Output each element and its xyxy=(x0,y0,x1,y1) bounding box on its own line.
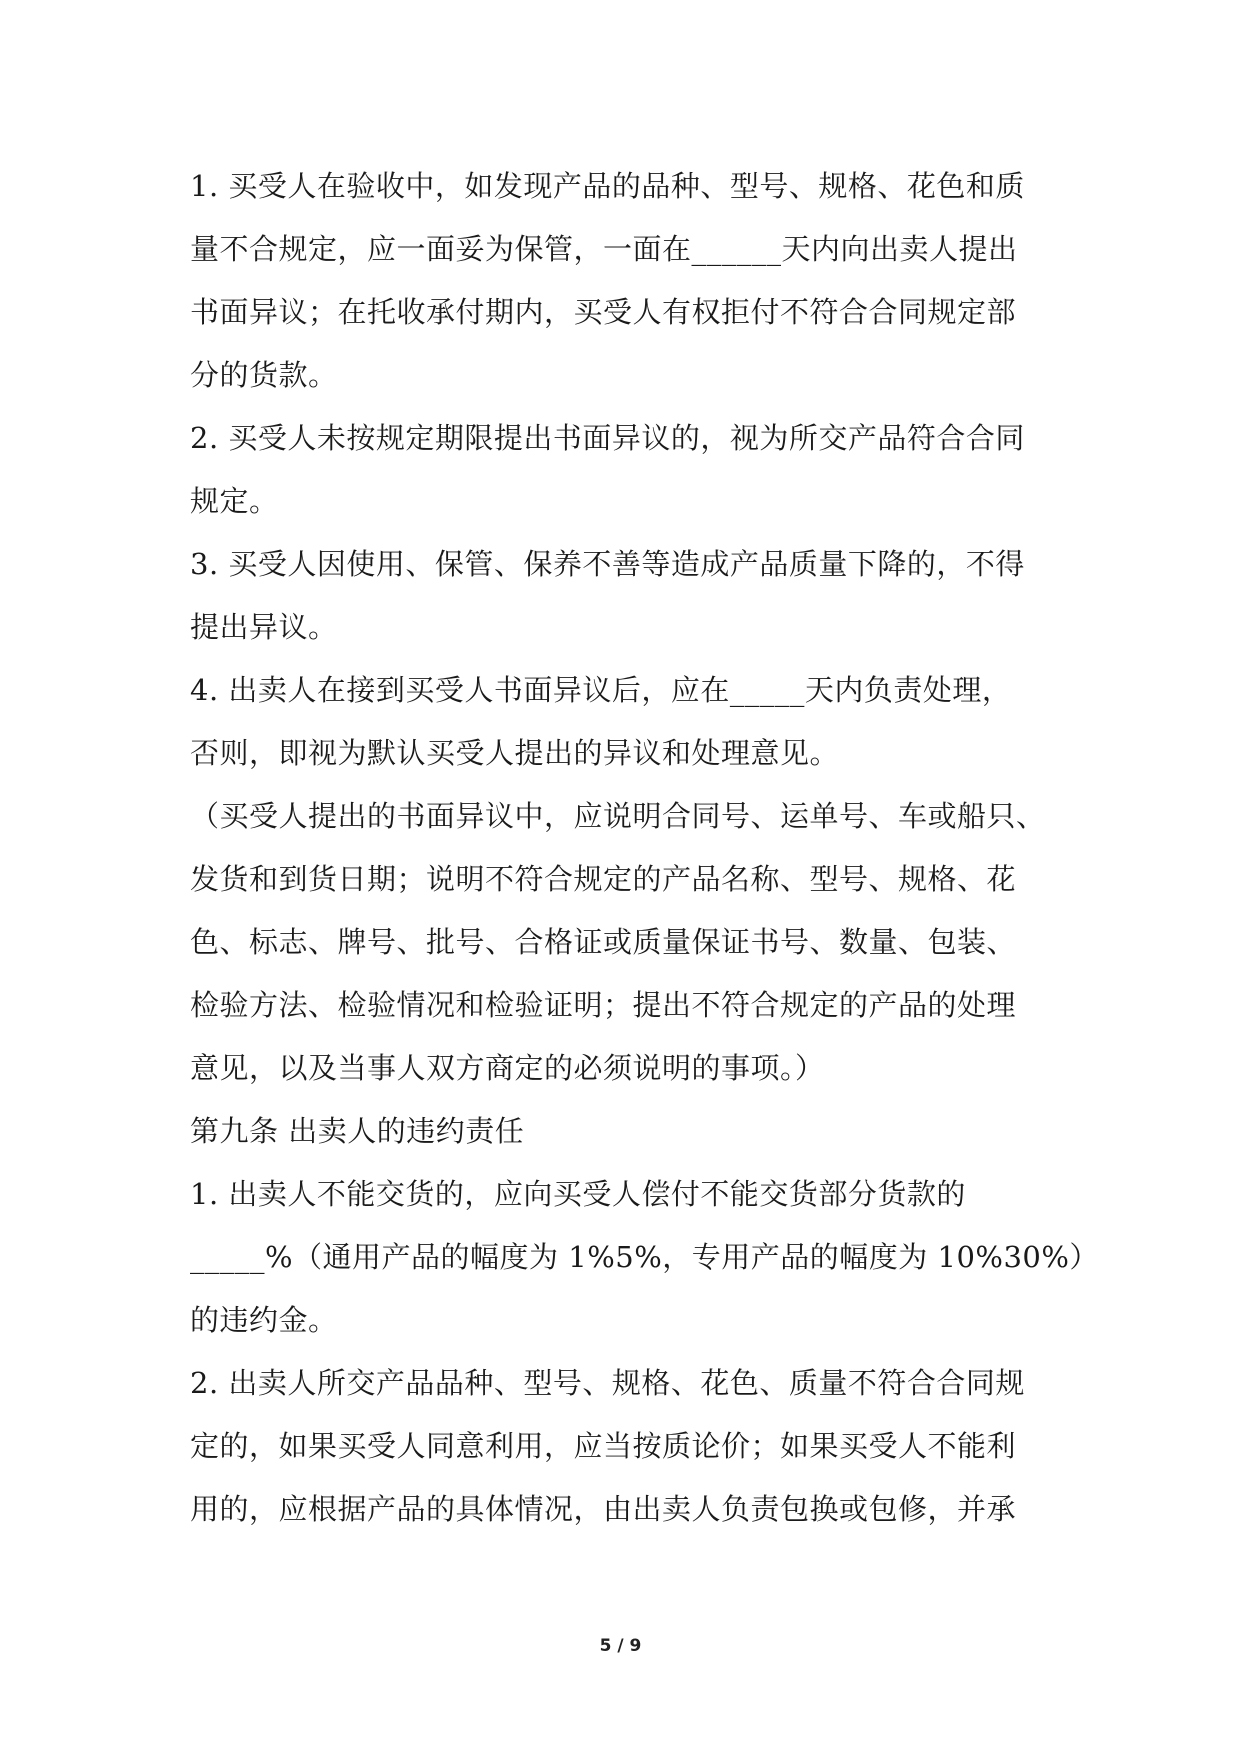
document-body xyxy=(190,155,1099,1541)
text-line: 的违约金。 xyxy=(190,1303,338,1337)
text-line: 分的货款。 xyxy=(190,358,338,392)
text-line: 2. 出卖人所交产品品种、型号、规格、花色、质量不符合合同规 xyxy=(190,1366,1025,1400)
section-heading: 第九条 出卖人的违约责任 xyxy=(190,1114,525,1148)
text-line: 提出异议。 xyxy=(190,610,338,644)
text-line: 发货和到货日期；说明不符合规定的产品名称、型号、规格、花 xyxy=(190,862,1017,896)
text-line: （买受人提出的书面异议中，应说明合同号、运单号、车或船只、 xyxy=(190,799,1046,833)
text-line: 规定。 xyxy=(190,484,279,518)
text-line: 书面异议；在托收承付期内，买受人有权拒付不符合合同规定部 xyxy=(190,295,1017,329)
text-line: 1. 买受人在验收中，如发现产品的品种、型号、规格、花色和质 xyxy=(190,169,1025,203)
text-line: 1. 出卖人不能交货的，应向买受人偿付不能交货部分货款的 xyxy=(190,1177,966,1211)
text-line: 意见，以及当事人双方商定的必须说明的事项。） xyxy=(190,1051,825,1085)
text-line: 3. 买受人因使用、保管、保养不善等造成产品质量下降的，不得 xyxy=(190,547,1025,581)
text-line: 量不合规定，应一面妥为保管，一面在______天内向出卖人提出 xyxy=(190,232,1018,266)
text-line: 检验方法、检验情况和检验证明；提出不符合规定的产品的处理 xyxy=(190,988,1017,1022)
text-line: 2. 买受人未按规定期限提出书面异议的，视为所交产品符合合同 xyxy=(190,421,1025,455)
text-line: 用的，应根据产品的具体情况，由出卖人负责包换或包修，并承 xyxy=(190,1492,1017,1526)
text-line: 色、标志、牌号、批号、合格证或质量保证书号、数量、包装、 xyxy=(190,925,1017,959)
page-number: 5 / 9 xyxy=(599,1636,642,1656)
text-line: 否则，即视为默认买受人提出的异议和处理意见。 xyxy=(190,736,840,770)
text-line: 定的，如果买受人同意利用，应当按质论价；如果买受人不能利 xyxy=(190,1429,1017,1463)
text-line: 4. 出卖人在接到买受人书面异议后，应在_____天内负责处理， xyxy=(190,673,1012,707)
text-line: _____%（通用产品的幅度为 1%5%，专用产品的幅度为 10%30%） xyxy=(190,1240,1099,1274)
